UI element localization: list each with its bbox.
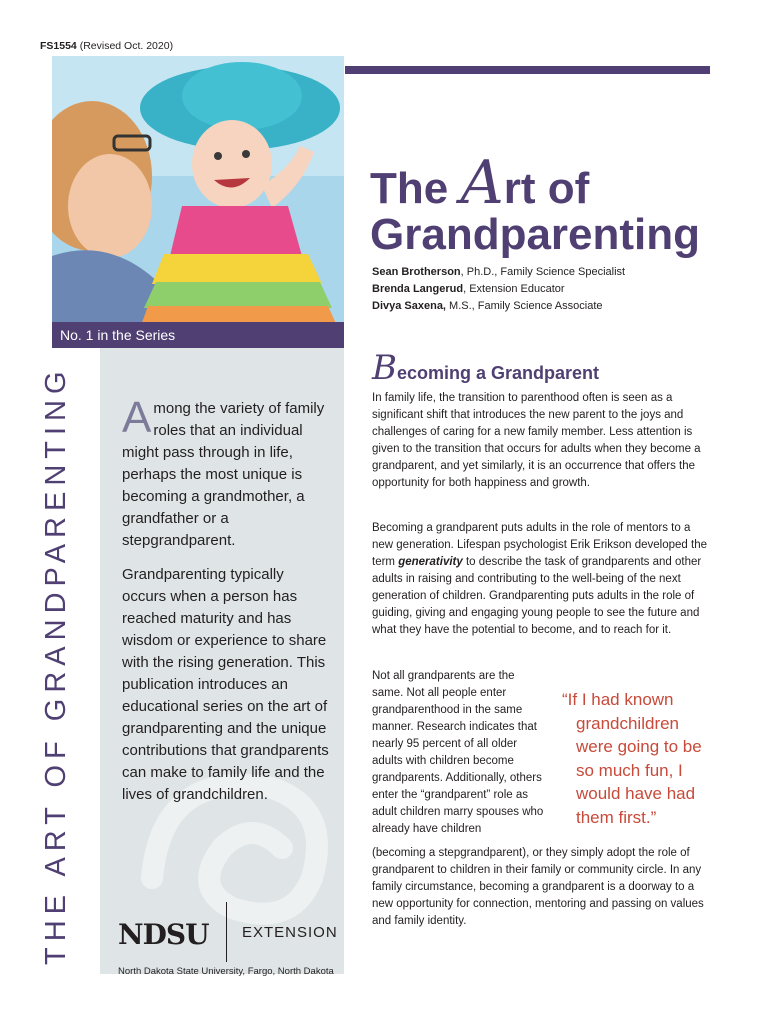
author-credential: , Ph.D., Family Science Specialist [460, 266, 626, 278]
intro-paragraph: Grandparenting typically occurs when a person has reached maturity and has wisdom or experience to share with the rising generation. This publication introduces an educational series on the art of grandparenting and the unique contributions that grandparents can make to family life and the lives of grandchildren. [122, 566, 329, 803]
series-label: No. 1 in the Series [52, 322, 344, 348]
intro-text [122, 393, 330, 818]
title-line-2: Grandparenting [370, 210, 701, 259]
author-line [372, 281, 625, 298]
title-script-letter: A [460, 148, 504, 218]
extension-wordmark: EXTENSION [242, 924, 338, 941]
pull-quote [562, 688, 722, 829]
body-paragraph: Not all grandparents are the same. Not all people enter grandparenthood in the same manner. Research indicates that nearly 95 percent of all older adults with children become grandparents. Additionally, others enter the “grandparent” role as adult children marry spouses who already have children [372, 670, 544, 835]
publication-code [40, 40, 173, 52]
revision-date: (Revised Oct. 2020) [79, 40, 174, 52]
drop-cap: A [122, 393, 152, 442]
body-paragraph: In family life, the transition to parenthood often is seen as a significant shift that introduces the new parent to the joys and challenges of caring for a new family member. Less attention is given to the transition that occurs for adults when they become a grandparent, and yet similarly, it is an occurrence that offers the opportunity for both happiness and growth. [372, 392, 701, 489]
cover-photo [52, 56, 344, 328]
publication-title [370, 148, 701, 259]
emphasized-term: generativity [398, 556, 463, 568]
publication-number: FS1554 [40, 40, 77, 52]
quote-line: so much fun, I [576, 760, 683, 780]
paragraph-text: Becoming a grandparent puts adults in the role of mentors to a new generation. Lifespan psychologist Erik Erikson developed the term [372, 522, 707, 568]
logo-divider [226, 902, 227, 962]
author-credential: , Extension Educator [463, 283, 565, 295]
quote-line: “If I had known [562, 690, 674, 709]
author-name: Sean Brotherson [372, 266, 461, 278]
university-line: North Dakota State University, Fargo, North Dakota [118, 966, 334, 977]
author-name: Brenda Langerud [372, 283, 464, 295]
body-paragraph: (becoming a stepgrandparent), or they simply adopt the role of grandparent to children in their family or community circle. In any family circumstance, becoming a grandparent is a doorway to a new opportunity for connection, mentoring and passing on values and family identity. [372, 847, 704, 927]
author-name: Divya Saxena, [372, 300, 446, 312]
paragraph-text: to describe the task of grandparents and other adults in raising and contributing to the well-being of the next generation of children. Grandparenting puts adults in the role of guiding, giving and engaging young people to see the future and what they have the potential to become, and to reach for it. [372, 556, 702, 636]
author-line [372, 264, 625, 281]
intro-paragraph-text: mong the variety of family roles that an individual might pass through in life, perhaps the most unique is becoming a grandmother, a grandfather or a stepgrandparent. [122, 400, 325, 549]
heading-script-letter: B [372, 348, 397, 388]
heading-text: ecoming a Grandparent [397, 363, 600, 383]
quote-line: them first.” [576, 807, 657, 827]
vertical-series-title: THE ART OF GRANDPARENTING [40, 365, 72, 965]
quote-line: would have had [576, 784, 696, 803]
quote-line: grandchildren [576, 713, 680, 733]
author-credential: M.S., Family Science Associate [446, 300, 603, 312]
quote-line: were going to be [576, 737, 702, 756]
title-line-1 [370, 148, 700, 218]
author-line [372, 298, 625, 315]
grandmother-and-child-illustration [52, 56, 344, 328]
ndsu-logo: NDSU [118, 918, 209, 951]
header-rule [345, 66, 710, 74]
body-paragraph [372, 520, 712, 639]
section-heading [372, 348, 599, 388]
title-word-the: The [370, 164, 461, 213]
title-word-art-of: rt of [503, 164, 590, 213]
intro-paragraph [122, 393, 330, 552]
author-list [372, 264, 625, 315]
